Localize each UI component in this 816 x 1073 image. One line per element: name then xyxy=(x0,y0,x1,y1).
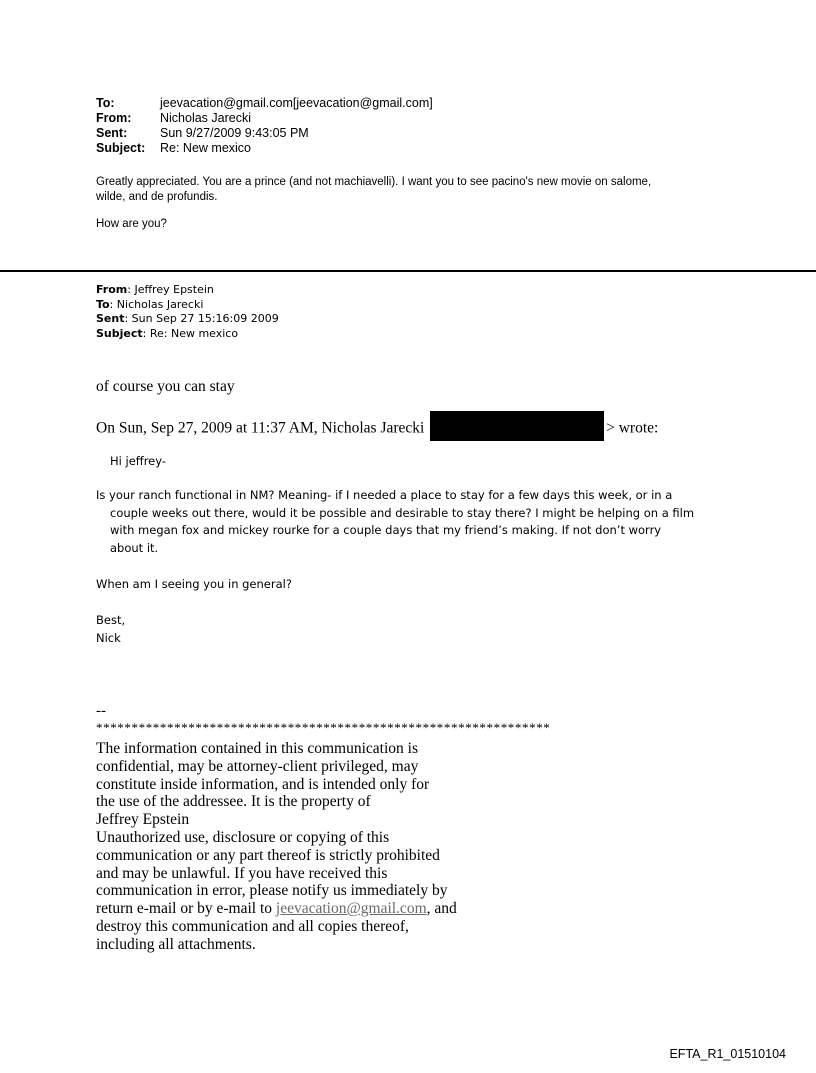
disclaimer-line: communication or any part thereof is strictly prohibited xyxy=(96,846,440,864)
disclaimer-line: constitute inside information, and is intended only for xyxy=(96,775,430,793)
from-value: Nicholas Jarecki xyxy=(160,111,252,125)
quoted-para-line-1: Is your ranch functional in NM? Meaning- if I needed a place to stay for a few days this week, or in a xyxy=(96,488,673,502)
body-line-1: Greatly appreciated. You are a prince (and not machiavelli). I want you to see pacino's new movie on salome, xyxy=(96,176,652,188)
quoted-para-line-4: about it. xyxy=(110,540,159,555)
quoted-paragraph xyxy=(96,487,736,557)
disclaimer-line: The information contained in this communication is xyxy=(96,740,418,757)
document-id: EFTA_R1_01510104 xyxy=(669,1047,786,1061)
quoted-from-value: : Jeffrey Epstein xyxy=(127,283,214,296)
email-header xyxy=(96,96,433,156)
subject-label: Subject: xyxy=(96,141,146,155)
to-label: To: xyxy=(96,96,115,110)
body-line-2: wilde, and de profundis. xyxy=(96,190,218,203)
quoted-sent-label: Sent xyxy=(96,312,125,325)
message-body xyxy=(96,175,736,232)
quote-outro: > wrote: xyxy=(606,419,659,437)
quoted-greeting: Hi jeffrey- xyxy=(110,454,166,468)
subject-value: Re: New mexico xyxy=(160,141,251,155)
signature-dash: -- xyxy=(96,703,106,719)
quoted-from-label: From xyxy=(96,283,128,296)
disclaimer-line: including all attachments. xyxy=(96,935,256,953)
disclaimer-line: Unauthorized use, disclosure or copying of this xyxy=(96,828,390,846)
to-row xyxy=(96,96,433,111)
quoted-to-row xyxy=(96,298,279,313)
disclaimer xyxy=(96,740,496,954)
quoted-to-value: : Nicholas Jarecki xyxy=(109,297,204,311)
disclaimer-line: the use of the addressee. It is the property of xyxy=(96,793,371,811)
disclaimer-line: destroy this communication and all copies thereof, xyxy=(96,917,409,935)
quoted-from-row xyxy=(96,283,279,298)
email-prefix: return e-mail or by e-mail to xyxy=(96,900,276,918)
quoted-sent-value: : Sun Sep 27 15:16:09 2009 xyxy=(124,312,279,325)
quoted-para-line-3: with megan fox and mickey rourke for a couple days that my friend’s making. If not don’t worry xyxy=(110,523,662,537)
quoted-subject-row xyxy=(96,327,279,342)
quoted-question: When am I seeing you in general? xyxy=(96,577,292,591)
reply-text: of course you can stay xyxy=(96,378,235,395)
to-value: jeevacation@gmail.com[jeevacation@gmail.com] xyxy=(160,96,433,110)
email-link[interactable]: jeevacation@gmail.com xyxy=(275,900,427,918)
quoted-subject-value: : Re: New mexico xyxy=(142,326,239,340)
sent-label: Sent: xyxy=(96,126,128,140)
quoted-to-label: To xyxy=(96,297,110,311)
quoted-header xyxy=(96,283,279,341)
disclaimer-line: and may be unlawful. If you have received this xyxy=(96,864,388,882)
from-row xyxy=(96,111,433,126)
quoted-sent-row xyxy=(96,312,279,327)
email-suffix: , and xyxy=(426,900,457,918)
quoted-subject-label: Subject xyxy=(96,326,143,340)
disclaimer-line: communication in error, please notify us immediately by xyxy=(96,882,448,900)
body-question: How are you? xyxy=(96,218,167,230)
from-label: From: xyxy=(96,111,132,125)
quoted-para-block xyxy=(96,487,736,557)
signoff-text: Best, xyxy=(96,613,126,627)
sent-value: Sun 9/27/2009 9:43:05 PM xyxy=(160,126,309,140)
divider-line xyxy=(0,270,816,272)
quote-attribution xyxy=(96,414,658,444)
signature-stars: **************************************************************** xyxy=(96,720,551,735)
disclaimer-email-line xyxy=(96,900,496,918)
disclaimer-line: Jeffrey Epstein xyxy=(96,811,190,829)
quoted-para-line-2: couple weeks out there, would it be possible and desirable to stay there? I might be helping on a film xyxy=(110,505,695,520)
redaction-box xyxy=(430,411,604,441)
quoted-signoff xyxy=(96,612,125,647)
disclaimer-line: confidential, may be attorney-client privileged, may xyxy=(96,757,419,775)
quote-intro: On Sun, Sep 27, 2009 at 11:37 AM, Nicholas Jarecki xyxy=(96,419,425,437)
subject-row xyxy=(96,141,433,156)
signoff-name: Nick xyxy=(96,630,121,645)
sent-row xyxy=(96,126,433,141)
